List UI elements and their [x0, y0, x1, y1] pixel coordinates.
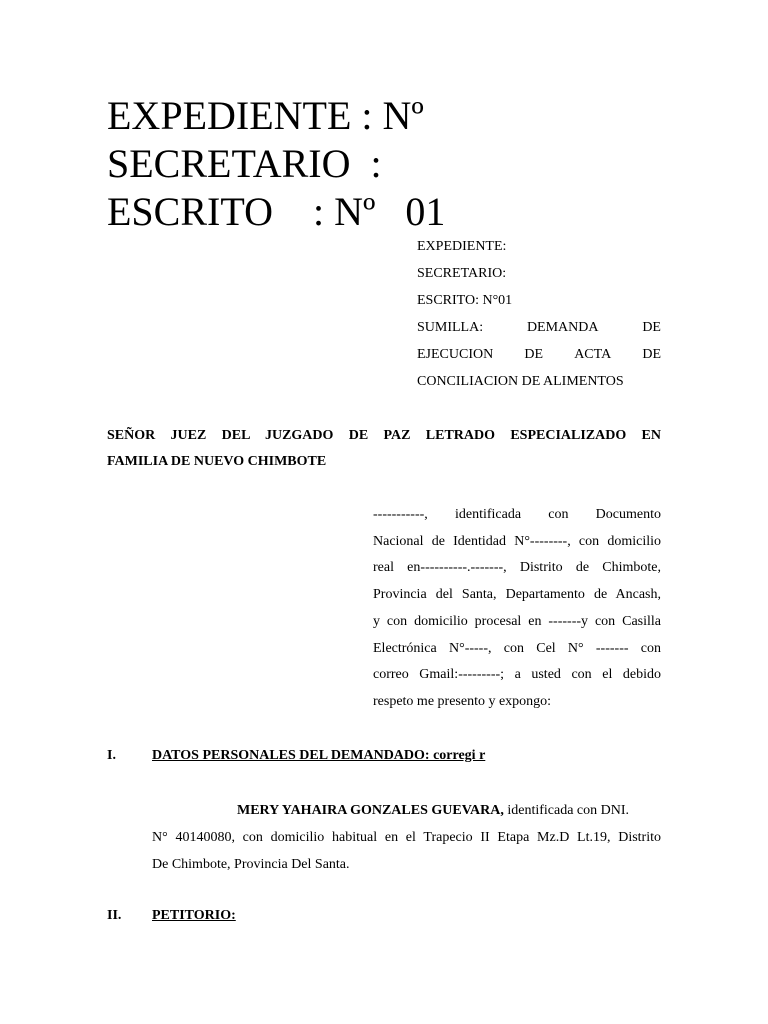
sumilla-word: DE: [524, 347, 544, 362]
sumilla-word: DE: [642, 320, 661, 335]
section-number: II.: [107, 908, 122, 923]
case-header: [107, 92, 445, 236]
plaintiff-intro: [373, 502, 661, 716]
sumilla-word: DE: [642, 347, 661, 362]
sumilla-word: DEMANDA: [526, 320, 599, 335]
defendant-id-text: identificada con DNI.: [503, 803, 630, 818]
sumilla-label-line: [417, 314, 661, 341]
judge-line-1: SEÑOR JUEZ DEL JUZGADO DE PAZ LETRADO ESPECIALIZADO EN: [107, 428, 661, 443]
sumilla-line-2: [417, 341, 661, 368]
defendant-line-1: [152, 797, 661, 824]
intro-line: -----------, identificada con Documento: [373, 507, 661, 522]
escrito-header: ESCRITO : Nº 01: [107, 189, 446, 234]
intro-line: Electrónica N°-----, con Cel N° ------- con: [373, 640, 661, 656]
intro-line: y con domicilio procesal en -------y con Casilla: [373, 613, 661, 629]
sumilla-expediente: EXPEDIENTE:: [417, 239, 507, 254]
sumilla-word: ACTA: [574, 347, 612, 362]
sumilla-escrito: ESCRITO: N°01: [417, 293, 513, 308]
defendant-line-3: De Chimbote, Provincia Del Santa.: [152, 857, 350, 872]
sumilla-line-3: CONCILIACION DE ALIMENTOS: [417, 374, 624, 389]
sumilla-word: EJECUCION: [417, 347, 494, 362]
sumilla-secretario: SECRETARIO:: [417, 266, 507, 281]
intro-line: respeto me presento y expongo:: [373, 693, 552, 709]
intro-line: Nacional de Identidad N°--------, con domicilio: [373, 533, 661, 549]
judge-address: [107, 423, 661, 475]
defendant-line-2: N° 40140080, con domicilio habitual en el Trapecio II Etapa Mz.D Lt.19, Distrito: [152, 830, 661, 845]
defendant-name: MERY YAHAIRA GONZALES GUEVARA,: [237, 803, 504, 818]
defendant-details: [152, 797, 661, 878]
intro-line: real en----------.-------, Distrito de Chimbote,: [373, 560, 661, 576]
section-title: PETITORIO:: [152, 908, 236, 923]
expediente-header: EXPEDIENTE : Nº: [107, 93, 424, 138]
judge-line-2: FAMILIA DE NUEVO CHIMBOTE: [107, 454, 327, 469]
secretario-header: SECRETARIO :: [107, 141, 382, 186]
section-number: I.: [107, 748, 116, 763]
section-heading-2: [107, 906, 236, 926]
sumilla-label: SUMILLA:: [417, 320, 484, 335]
intro-line: correo Gmail:---------; a usted con el debido: [373, 667, 661, 683]
intro-line: Provincia del Santa, Departamento de Ancash,: [373, 587, 661, 603]
section-title: DATOS PERSONALES DEL DEMANDADO: corregi r: [152, 748, 486, 763]
section-heading-1: [107, 746, 485, 766]
sumilla-block: [417, 233, 661, 395]
